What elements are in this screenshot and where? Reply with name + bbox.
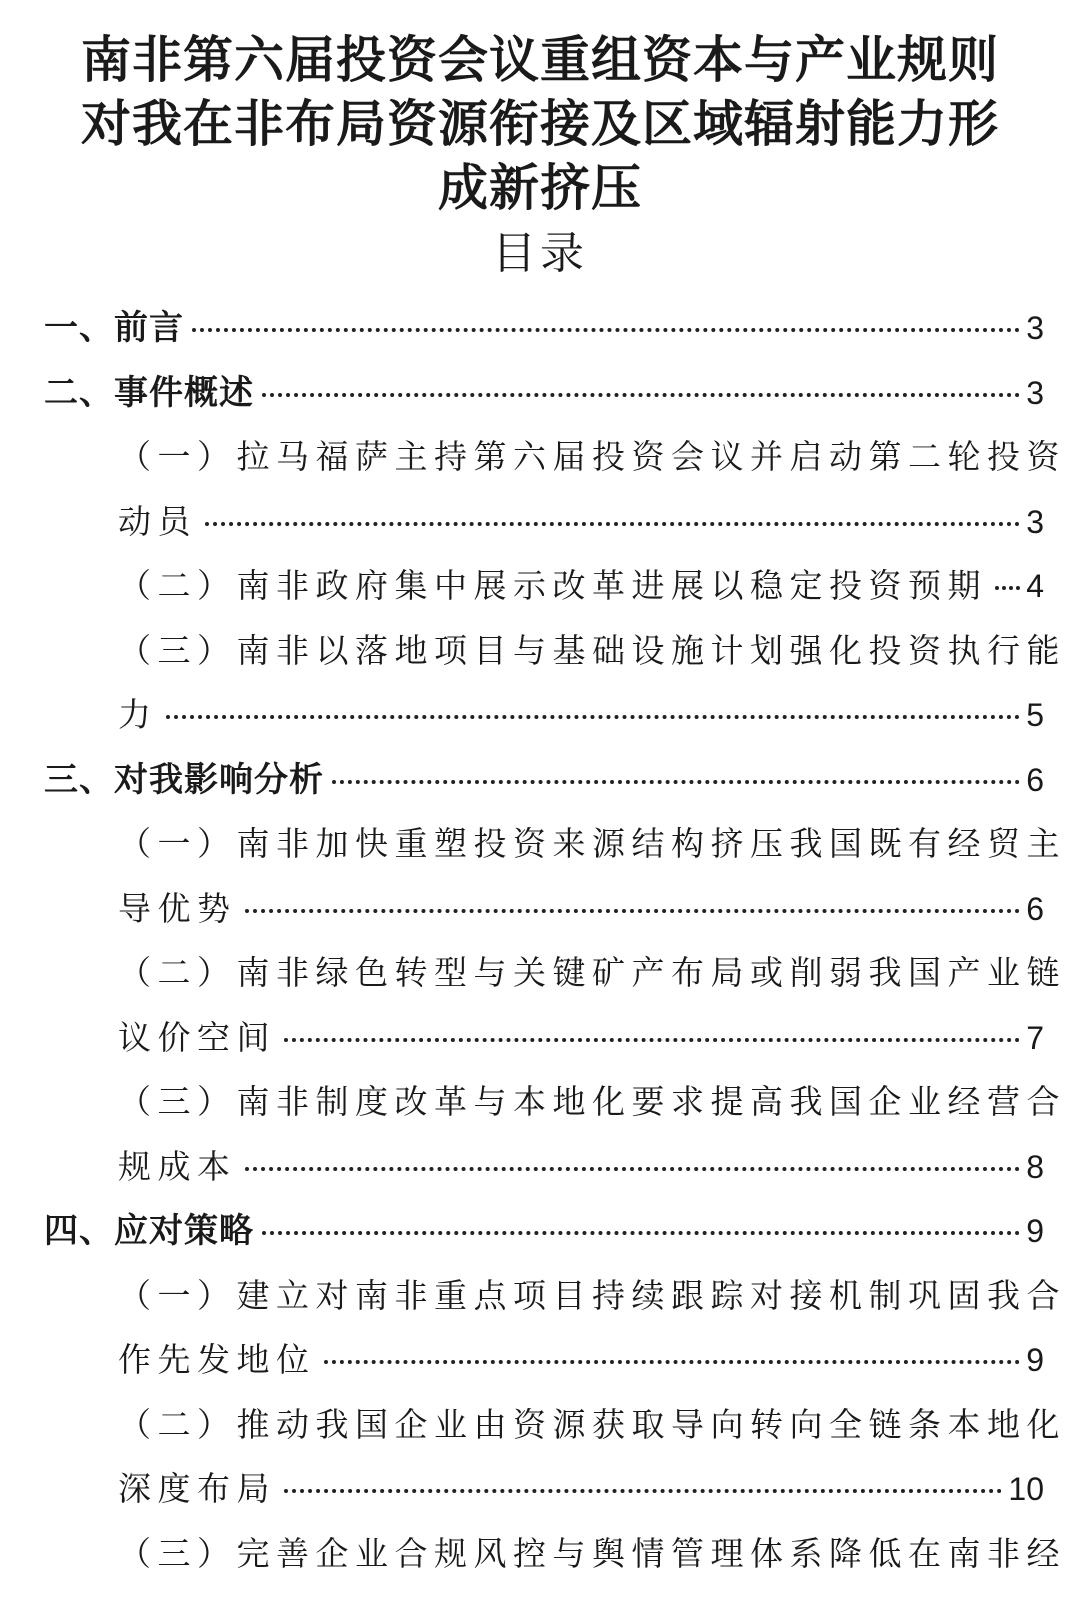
title-line-3: 成新挤压 xyxy=(438,159,642,217)
toc-entry-overview[interactable] xyxy=(44,361,1044,426)
dot-leader xyxy=(192,328,1020,332)
toc-entry-text: 一、前言 xyxy=(44,308,184,348)
toc-entry-impact-1-line2[interactable] xyxy=(44,877,1044,942)
dot-leader xyxy=(205,522,1020,526)
dot-leader xyxy=(332,780,1020,784)
toc-entry-text: 作先发地位 xyxy=(118,1340,316,1379)
toc-page-number: 6 xyxy=(1026,761,1044,798)
dot-leader xyxy=(995,586,1020,590)
toc-entry-overview-3-line1[interactable] xyxy=(44,619,1066,684)
toc-entry-overview-3-line2[interactable] xyxy=(44,683,1044,748)
toc-entry-text: 四、应对策略 xyxy=(44,1211,254,1251)
toc-entry-text: 议价空间 xyxy=(118,1017,276,1057)
toc-entry-text: 规成本 xyxy=(118,1146,237,1186)
toc-entry-text: （一）南非加快重塑投资来源结构挤压我国既有经贸主 xyxy=(118,824,1066,863)
toc-entry-text: （一）拉马福萨主持第六届投资会议并启动第二轮投资 xyxy=(118,437,1066,476)
dot-leader xyxy=(245,909,1021,913)
toc-entry-impact-2-line1[interactable] xyxy=(44,941,1066,1006)
toc-heading: 目录 xyxy=(492,228,588,279)
toc-entry-text: （二）推动我国企业由资源获取导向转向全链条本地化 xyxy=(118,1404,1066,1444)
toc-page-number: 3 xyxy=(1026,310,1044,346)
toc-entry-text: （二）南非绿色转型与关键矿产布局或削弱我国产业链 xyxy=(118,953,1066,992)
toc-entry-text: （一）建立对南非重点项目持续跟踪对接机制巩固我合 xyxy=(118,1275,1066,1315)
toc-entry-text: （三）完善企业合规风控与舆情管理体系降低在南非经 xyxy=(118,1533,1066,1573)
toc-entry-strategy-1-line1[interactable] xyxy=(44,1264,1066,1329)
toc-page-number: 9 xyxy=(1026,1342,1044,1378)
toc-page-number: 7 xyxy=(1026,1019,1044,1056)
toc-entry-strategy-3-line1[interactable] xyxy=(44,1522,1066,1587)
toc-entry-text: （二）南非政府集中展示改革进展以稳定投资预期 xyxy=(118,566,987,605)
toc-entry-impact-1-line1[interactable] xyxy=(44,812,1066,877)
dot-leader xyxy=(324,1360,1021,1364)
toc-entry-impact-2-line2[interactable] xyxy=(44,1006,1044,1071)
toc-entry-text: 导优势 xyxy=(118,888,237,928)
toc-page-number: 5 xyxy=(1026,697,1044,733)
toc-page-number: 10 xyxy=(1008,1471,1044,1507)
toc-page-number: 8 xyxy=(1026,1148,1044,1185)
document-title xyxy=(40,28,1040,220)
toc-entry-overview-2[interactable] xyxy=(44,554,1044,619)
table-of-contents xyxy=(44,296,1066,1586)
toc-entry-impact-3-line1[interactable] xyxy=(44,1070,1066,1135)
toc-entry-strategy-2-line2[interactable] xyxy=(44,1457,1044,1522)
toc-entry-impact-3-line2[interactable] xyxy=(44,1135,1044,1200)
dot-leader xyxy=(262,393,1020,397)
title-line-1: 南非第六届投资会议重组资本与产业规则 xyxy=(81,31,999,89)
dot-leader xyxy=(166,715,1021,719)
toc-entry-text: 三、对我影响分析 xyxy=(44,759,324,800)
toc-entry-text: （三）南非制度改革与本地化要求提高我国企业经营合 xyxy=(118,1082,1066,1121)
toc-page-number: 4 xyxy=(1026,568,1044,604)
toc-entry-strategy[interactable] xyxy=(44,1199,1044,1264)
toc-entry-overview-1-line2[interactable] xyxy=(44,490,1044,555)
toc-page-number: 9 xyxy=(1026,1213,1044,1249)
dot-leader xyxy=(245,1167,1021,1171)
toc-entry-strategy-1-line2[interactable] xyxy=(44,1328,1044,1393)
toc-page-number: 6 xyxy=(1026,890,1044,927)
dot-leader xyxy=(284,1038,1020,1042)
dot-leader xyxy=(284,1489,1002,1493)
toc-entry-text: 动员 xyxy=(118,501,197,541)
toc-entry-overview-1-line1[interactable] xyxy=(44,425,1066,490)
toc-page-number: 3 xyxy=(1026,374,1044,411)
toc-entry-text: 深度布局 xyxy=(118,1469,276,1508)
dot-leader xyxy=(262,1231,1020,1235)
toc-entry-preface[interactable] xyxy=(44,296,1044,361)
toc-entry-text: （三）南非以落地项目与基础设施计划强化投资执行能 xyxy=(118,630,1066,670)
toc-entry-text: 力 xyxy=(118,695,158,734)
toc-entry-impact[interactable] xyxy=(44,748,1044,813)
toc-entry-strategy-2-line1[interactable] xyxy=(44,1393,1066,1458)
toc-entry-text: 二、事件概述 xyxy=(44,372,254,413)
title-line-2: 对我在非布局资源衔接及区域辐射能力形 xyxy=(81,95,999,153)
toc-page-number: 3 xyxy=(1026,503,1044,540)
